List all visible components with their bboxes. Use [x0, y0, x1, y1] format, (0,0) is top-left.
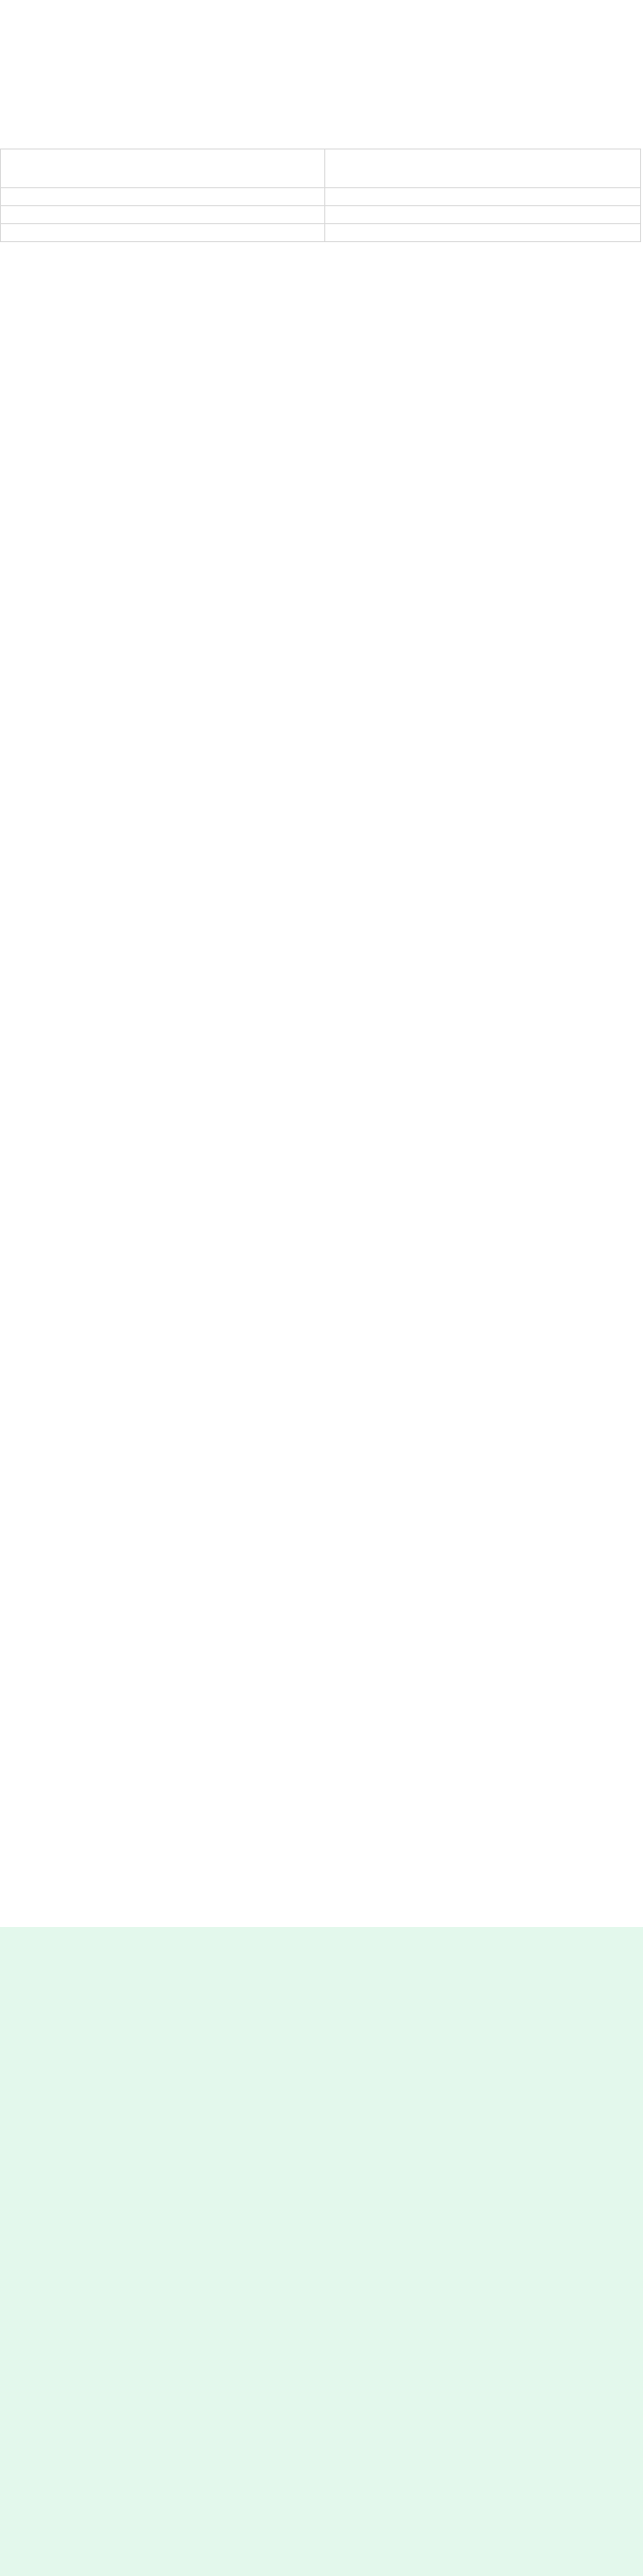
table-header	[1, 149, 325, 188]
table-cell	[325, 206, 641, 224]
table-cell	[1, 224, 325, 242]
table-cell	[1, 188, 325, 206]
table-row	[1, 188, 641, 206]
table-cell	[325, 224, 641, 242]
table-row	[1, 224, 641, 242]
answers-block	[0, 1927, 643, 2576]
prepositions-table	[0, 149, 641, 242]
table-cell	[325, 188, 641, 206]
table-header	[325, 149, 641, 188]
table-cell	[1, 206, 325, 224]
table-header-row	[1, 149, 641, 188]
table-row	[1, 206, 641, 224]
